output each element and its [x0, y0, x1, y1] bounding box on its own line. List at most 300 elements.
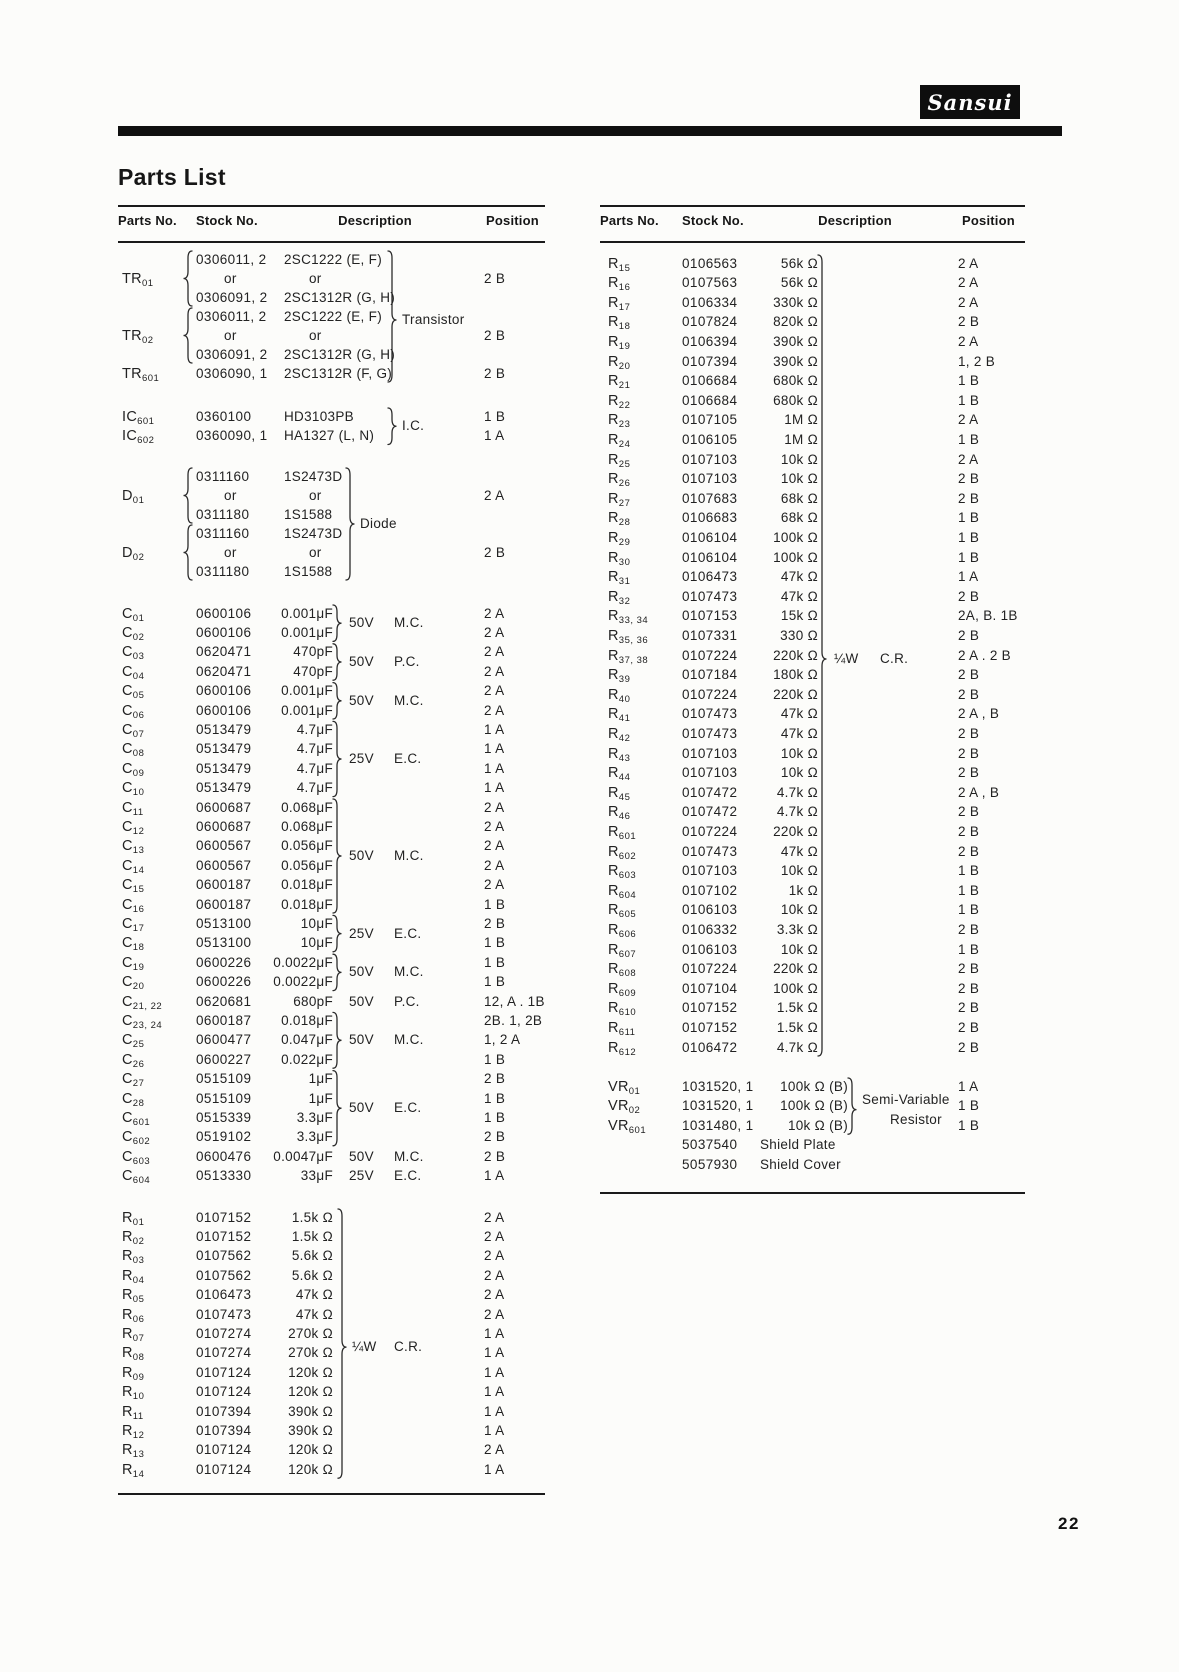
table-row — [600, 489, 1025, 508]
stock-no: 0107152 — [196, 1228, 252, 1244]
description: 390k Ω — [773, 353, 818, 369]
stock-no: 0107124 — [196, 1442, 252, 1458]
position: 1 B — [484, 408, 506, 424]
part-id: $R_{23}$ — [608, 412, 631, 431]
part-id: $R_{608}$ — [608, 961, 637, 980]
stock-no: 0106472 — [682, 1039, 738, 1055]
position: 2 A — [958, 255, 979, 271]
table-row — [600, 704, 1025, 723]
part-id: $R_{601}$ — [608, 823, 637, 842]
group-label: 50V — [349, 1100, 374, 1116]
description: 4.7μF — [296, 780, 333, 796]
description: 0.068μF — [281, 818, 333, 834]
part-id: $R_{20}$ — [608, 353, 631, 372]
table-row — [118, 1030, 545, 1049]
group-label: E.C. — [394, 1100, 422, 1116]
group-label: M.C. — [394, 615, 424, 631]
cap-type: E.C. — [394, 1168, 422, 1184]
position: 1 B — [958, 882, 980, 898]
description: 33μF — [300, 1168, 333, 1184]
stock-no: 5037540 — [682, 1137, 738, 1153]
description: 10μF — [300, 915, 333, 931]
table-row — [118, 505, 545, 524]
description: 0.022μF — [281, 1051, 333, 1067]
position: 2 A — [484, 702, 505, 718]
table-row — [600, 254, 1025, 273]
group-label: 50V — [349, 615, 374, 631]
table-row — [118, 798, 545, 817]
position: 2 A — [484, 663, 505, 679]
description: 120k Ω — [288, 1461, 333, 1477]
page-number: 22 — [1058, 1514, 1080, 1533]
position: 1 A — [484, 741, 505, 757]
position: 2 B — [958, 490, 980, 506]
position: 1 B — [484, 974, 506, 990]
table-row — [118, 1343, 545, 1362]
part-id: $R_{41}$ — [608, 706, 631, 725]
stock-no: 1031480, 1 — [682, 1117, 754, 1133]
position: 2 A — [958, 451, 979, 467]
stock-no: 0107562 — [196, 1267, 252, 1283]
stock-no: 0600187 — [196, 896, 252, 912]
part-id: $C_{28}$ — [122, 1090, 145, 1109]
position: 2 B — [958, 843, 980, 859]
table-row — [600, 508, 1025, 527]
description: or — [309, 487, 322, 503]
description: 0.018μF — [281, 877, 333, 893]
position: 2 A — [958, 275, 979, 291]
description: 47k Ω — [780, 843, 818, 859]
position: 1 B — [958, 1098, 980, 1114]
position: 1 A — [484, 780, 505, 796]
description: 4.7k Ω — [776, 804, 818, 820]
table-row — [118, 486, 545, 505]
stock-no: 0306090, 1 — [196, 365, 268, 381]
part-id: $C_{06}$ — [122, 702, 145, 721]
description: 0.001μF — [281, 683, 333, 699]
group-label: I.C. — [402, 418, 425, 434]
stock-no: 0106104 — [682, 549, 738, 565]
position: 2 A — [484, 605, 505, 621]
stock-no: 0107473 — [196, 1306, 252, 1322]
stock-no: 1031520, 1 — [682, 1098, 754, 1114]
table-row — [118, 914, 545, 933]
part-id: $R_{13}$ — [122, 1442, 145, 1461]
position: 1 B — [958, 1117, 980, 1133]
description: 4.7μF — [296, 741, 333, 757]
description: 390k Ω — [773, 333, 818, 349]
group-label: Semi-Variable — [862, 1091, 950, 1107]
description: 330k Ω — [773, 294, 818, 310]
group-label: 50V — [349, 1032, 374, 1048]
description: 68k Ω — [780, 510, 818, 526]
part-id: $R_{17}$ — [608, 294, 631, 313]
table-row — [600, 1018, 1025, 1037]
table-row — [600, 450, 1025, 469]
description: 2SC1312R (G, H) — [284, 346, 396, 362]
position: 1 B — [484, 1109, 506, 1125]
description: 220k Ω — [773, 961, 818, 977]
position: 2 A — [484, 1248, 505, 1264]
part-id: $R_{07}$ — [122, 1325, 145, 1344]
table-row — [118, 836, 545, 855]
description: 1M Ω — [784, 431, 818, 447]
stock-no: 0515109 — [196, 1090, 252, 1106]
stock-no: 0600106 — [196, 605, 252, 621]
voltage: 25V — [349, 1168, 374, 1184]
stock-no: 0107274 — [196, 1325, 252, 1341]
description: 220k Ω — [773, 647, 818, 663]
table-row — [600, 763, 1025, 782]
description: 10k Ω (B) — [787, 1117, 848, 1133]
part-id: $R_{02}$ — [122, 1228, 145, 1247]
position: 2 A — [958, 333, 979, 349]
description: 0.056μF — [281, 857, 333, 873]
part-id: $R_{12}$ — [122, 1422, 145, 1441]
part-id: $R_{44}$ — [608, 765, 631, 784]
group-label: Resistor — [890, 1111, 942, 1127]
description: 2SC1312R (G, H) — [284, 289, 396, 305]
table-row — [118, 739, 545, 758]
description: 1.5k Ω — [776, 1019, 818, 1035]
position: 1 A — [958, 569, 979, 585]
right-col-header-stock-no: Stock No. — [682, 213, 744, 228]
stock-no: 0600227 — [196, 1051, 252, 1067]
description: 470pF — [293, 644, 333, 660]
table-row — [118, 992, 545, 1011]
position: 2 B — [484, 1071, 506, 1087]
left-table-top-rule — [118, 205, 545, 207]
table-row — [118, 895, 545, 914]
stock-no: 0107224 — [682, 961, 738, 977]
right-col-header-parts-no: Parts No. — [600, 213, 659, 228]
part-id: $R_{15}$ — [608, 255, 631, 274]
part-id: $R_{10}$ — [122, 1384, 145, 1403]
stock-no: 0106104 — [682, 529, 738, 545]
position: 2B. 1, 2B — [484, 1012, 543, 1028]
cap-type: M.C. — [394, 1148, 424, 1164]
stock-no: 0107473 — [682, 725, 738, 741]
part-id: $C_{05}$ — [122, 683, 145, 702]
description: 15k Ω — [780, 608, 818, 624]
description: 1S2473D — [284, 525, 343, 541]
position: 1 B — [958, 392, 980, 408]
stock-no: 0107124 — [196, 1461, 252, 1477]
part-id: $R_{32}$ — [608, 588, 631, 607]
description: 1.5k Ω — [776, 1000, 818, 1016]
part-id: $R_{21}$ — [608, 373, 631, 392]
table-row — [600, 998, 1025, 1017]
stock-no: 0106563 — [682, 255, 738, 271]
description: 390k Ω — [288, 1403, 333, 1419]
description: HA1327 (L, N) — [284, 428, 375, 443]
table-row — [600, 822, 1025, 841]
position: 1 B — [958, 373, 980, 389]
table-row — [118, 1147, 545, 1166]
stock-no: 0107153 — [682, 608, 738, 624]
top-rule — [118, 126, 1062, 136]
description: 2SC1222 (E, F) — [284, 251, 382, 267]
table-row — [600, 900, 1025, 919]
table-row — [600, 273, 1025, 292]
position: 1 B — [484, 1090, 506, 1106]
position: 2 A — [484, 877, 505, 893]
part-id: $R_{16}$ — [608, 275, 631, 294]
stock-no: 0600687 — [196, 818, 252, 834]
stock-no: 0106684 — [682, 392, 738, 408]
stock-no: 0107683 — [682, 490, 738, 506]
stock-no: 0107124 — [196, 1364, 252, 1380]
table-row — [118, 1440, 545, 1459]
stock-no: 0360100 — [196, 408, 252, 424]
stock-no: 0107224 — [682, 823, 738, 839]
stock-no: 0513100 — [196, 915, 252, 931]
part-id: $R_{605}$ — [608, 902, 637, 921]
position: 1, 2 B — [958, 353, 996, 369]
description: 10k Ω — [780, 765, 818, 781]
position: 1 A — [484, 1345, 505, 1361]
description: 4.7μF — [296, 721, 333, 737]
stock-no: 0513479 — [196, 741, 252, 757]
part-id: $R_{11}$ — [122, 1403, 144, 1422]
table-row — [600, 1038, 1025, 1057]
description: 0.056μF — [281, 838, 333, 854]
position: 1 B — [958, 529, 980, 545]
part-id: $R_{607}$ — [608, 941, 637, 960]
position: 2 B — [484, 270, 506, 286]
table-row — [600, 665, 1025, 684]
description: 56k Ω — [780, 275, 818, 291]
group-label: 50V — [349, 848, 374, 863]
description: 100k Ω — [773, 549, 818, 565]
part-id: $C_{26}$ — [122, 1051, 145, 1070]
table-row — [118, 720, 545, 739]
part-id: $C_{602}$ — [122, 1129, 151, 1148]
description: 1.5k Ω — [291, 1209, 333, 1225]
stock-no: 0306091, 2 — [196, 346, 268, 362]
stock-no: 0600687 — [196, 799, 252, 815]
description: 1S1588 — [284, 506, 333, 522]
part-id: $C_{12}$ — [122, 818, 145, 837]
stock-no: 0107103 — [682, 863, 738, 879]
table-row — [118, 1050, 545, 1069]
table-row — [600, 371, 1025, 390]
stock-no: 0513330 — [196, 1168, 252, 1184]
part-id: $C_{04}$ — [122, 663, 145, 682]
table-row — [118, 1227, 545, 1246]
description: 470pF — [293, 663, 333, 679]
position: 2 B — [958, 588, 980, 604]
position: 2 A — [484, 1306, 505, 1322]
position: 12, A . 1B — [484, 993, 545, 1009]
stock-no: 0600226 — [196, 974, 252, 990]
table-row — [118, 875, 545, 894]
description: 10k Ω — [780, 863, 818, 879]
description: 270k Ω — [288, 1345, 333, 1361]
group-label: P.C. — [394, 654, 420, 669]
stock-no: 0107103 — [682, 451, 738, 467]
table-row — [600, 959, 1025, 978]
part-id: $R_{612}$ — [608, 1039, 637, 1058]
description: 56k Ω — [780, 255, 818, 271]
position: 2 A — [484, 1442, 505, 1458]
part-id: $C_{02}$ — [122, 624, 145, 643]
part-id: $C_{604}$ — [122, 1168, 151, 1187]
part-id: $R_{30}$ — [608, 549, 631, 568]
position: 2 B — [958, 627, 980, 643]
table-row — [118, 1382, 545, 1401]
left-col-header-position: Position — [486, 213, 539, 228]
table-row — [600, 646, 1025, 665]
position: 2 B — [958, 725, 980, 741]
position: 1 A — [484, 1168, 505, 1184]
stock-no: or — [224, 270, 237, 286]
stock-no: 0513479 — [196, 780, 252, 796]
table-row — [118, 604, 545, 623]
position: 1 A — [484, 1325, 505, 1341]
position: 2 A — [484, 1267, 505, 1283]
table-row — [600, 842, 1025, 861]
stock-no: 0513100 — [196, 935, 252, 951]
table-row — [600, 587, 1025, 606]
table-row — [600, 802, 1025, 821]
description: 1S2473D — [284, 468, 343, 484]
stock-no: or — [224, 487, 237, 503]
table-row — [118, 1208, 545, 1227]
part-id: $C_{15}$ — [122, 877, 145, 896]
description: 1M Ω — [784, 412, 818, 428]
stock-no: 0306091, 2 — [196, 289, 268, 305]
position: 2 A — [484, 644, 505, 660]
position: 2 A — [484, 1209, 505, 1225]
stock-no: 0107124 — [196, 1384, 252, 1400]
table-row — [118, 1069, 545, 1088]
left-col-header-description: Description — [338, 213, 412, 228]
description: 0.068μF — [281, 799, 333, 815]
stock-no: 0106473 — [682, 569, 738, 585]
part-id: $R_{26}$ — [608, 471, 631, 490]
description: 10k Ω — [780, 902, 818, 918]
position: 1 B — [958, 941, 980, 957]
description: Shield Plate — [760, 1137, 836, 1153]
position: 2 A — [484, 818, 505, 834]
group-label: C.R. — [880, 651, 909, 666]
group-label: M.C. — [394, 964, 424, 980]
stock-no: 0600187 — [196, 877, 252, 893]
part-id: $R_{42}$ — [608, 725, 631, 744]
table-row — [600, 979, 1025, 998]
left-col-header-stock-no: Stock No. — [196, 213, 258, 228]
description: 3.3k Ω — [776, 921, 818, 937]
stock-no: 0107103 — [682, 765, 738, 781]
description: 0.001μF — [281, 702, 333, 718]
stock-no: 0107473 — [682, 706, 738, 722]
stock-no: 0107563 — [682, 275, 738, 291]
table-row — [118, 345, 545, 364]
description: 0.0022μF — [273, 954, 333, 970]
position: 1 B — [484, 1051, 506, 1067]
position: 2 A . 2 B — [958, 647, 1011, 663]
description: 10μF — [300, 935, 333, 951]
position: 1 A — [484, 1461, 505, 1477]
position: 2 B — [484, 915, 506, 931]
left-table-bottom-rule — [118, 1493, 545, 1495]
table-row — [600, 430, 1025, 449]
stock-no: 1031520, 1 — [682, 1078, 754, 1094]
position: 1 A — [484, 1422, 505, 1438]
description: 2SC1312R (F, G) — [284, 365, 393, 381]
position: 2 B — [484, 365, 506, 381]
description: 1μF — [308, 1071, 333, 1087]
part-id: $R_{609}$ — [608, 980, 637, 999]
part-id: $R_{22}$ — [608, 392, 631, 411]
position: 1 B — [958, 431, 980, 447]
part-id: $R_{46}$ — [608, 804, 631, 823]
description: 100k Ω (B) — [780, 1098, 848, 1114]
stock-no: 0107104 — [682, 980, 738, 996]
description: 270k Ω — [288, 1325, 333, 1341]
position: 2 B — [958, 1000, 980, 1016]
table-row — [118, 817, 545, 836]
position: 2 B — [958, 980, 980, 996]
table-row — [118, 307, 545, 326]
stock-no: 0515339 — [196, 1109, 252, 1125]
stock-no: 0106473 — [196, 1287, 252, 1303]
description: 820k Ω — [773, 314, 818, 330]
group-label: E.C. — [394, 925, 422, 941]
voltage: 50V — [349, 1148, 374, 1164]
group-label: M.C. — [394, 848, 424, 863]
stock-no: 0600476 — [196, 1148, 252, 1164]
description: 47k Ω — [780, 706, 818, 722]
part-id: $R_{31}$ — [608, 569, 631, 588]
position: 2 A — [958, 412, 979, 428]
part-id: $VR_{601}$ — [608, 1117, 647, 1136]
table-row — [118, 326, 545, 345]
description: 10k Ω — [780, 941, 818, 957]
stock-no: 0107472 — [682, 804, 738, 820]
stock-no: 0107224 — [682, 686, 738, 702]
stock-no: 0106103 — [682, 941, 738, 957]
part-id: $C_{601}$ — [122, 1109, 151, 1128]
table-row — [118, 623, 545, 642]
description: 0.018μF — [281, 896, 333, 912]
position: 1 B — [484, 935, 506, 951]
part-id: $R_{08}$ — [122, 1345, 145, 1364]
part-id: $TR_{601}$ — [122, 365, 160, 384]
stock-no: 0360090, 1 — [196, 428, 268, 443]
position: 1 B — [958, 510, 980, 526]
description: 0.0022μF — [273, 974, 333, 990]
table-row — [600, 391, 1025, 410]
part-id: $R_{01}$ — [122, 1209, 145, 1228]
position: 2 B — [958, 745, 980, 761]
group-label: 25V — [349, 925, 374, 941]
table-row — [600, 1135, 1025, 1154]
table-row — [600, 469, 1025, 488]
table-row — [118, 778, 545, 797]
description: 220k Ω — [773, 823, 818, 839]
part-id: $R_{05}$ — [122, 1287, 145, 1306]
position: 1 B — [958, 549, 980, 565]
table-row — [600, 332, 1025, 351]
part-id: $R_{40}$ — [608, 686, 631, 705]
part-id: $R_{27}$ — [608, 490, 631, 509]
part-id: $IC_{602}$ — [122, 428, 155, 446]
stock-no: 0311180 — [196, 506, 250, 522]
stock-no: 0107472 — [682, 784, 738, 800]
voltage: 50V — [349, 993, 374, 1009]
